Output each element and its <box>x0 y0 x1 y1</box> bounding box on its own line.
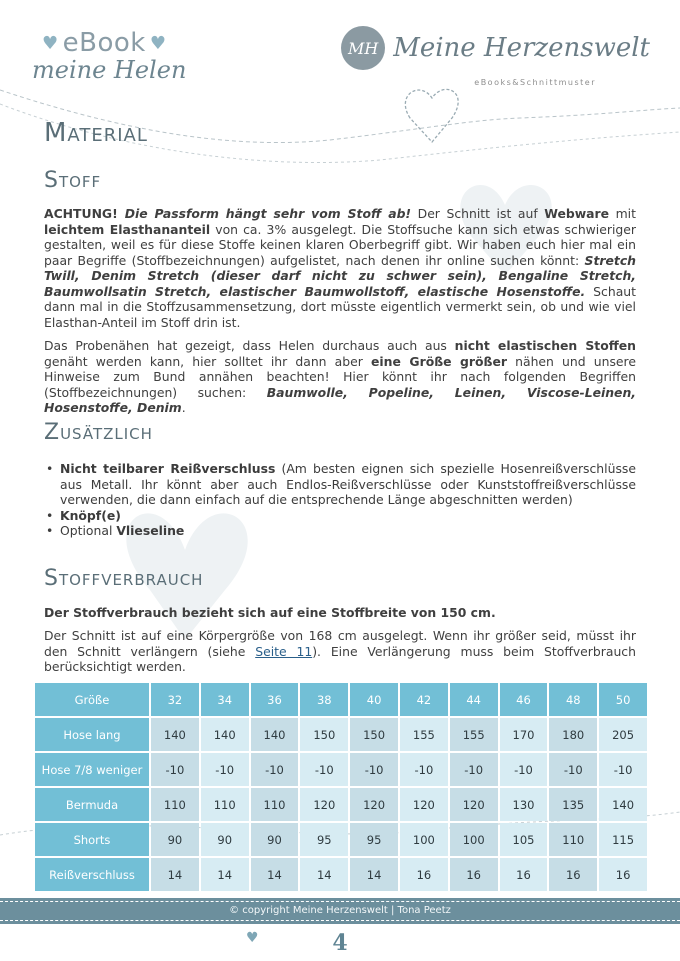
brand-subtitle: eBooks&Schnittmuster <box>474 78 596 87</box>
section-title-zusaetzlich: Zusätzlich <box>44 420 153 445</box>
table-cell: 16 <box>400 858 448 891</box>
table-row-label: Hose lang <box>35 718 149 751</box>
table-row-label: Hose 7/8 weniger <box>35 753 149 786</box>
table-cell: 90 <box>201 823 249 856</box>
table-header-size: 32 <box>151 683 199 716</box>
table-row-label: Bermuda <box>35 788 149 821</box>
table-row-label: Reißverschluss <box>35 858 149 891</box>
table-cell: 140 <box>251 718 299 751</box>
text-fabric-terms: Stretch Twill, Denim Stretch (dieser darf nicht zu schwer sein), Bengaline Stretch, Baumwollsatin Stretch, elastischer Baumwollstoff, elastische Hosenstoffe. <box>44 252 636 299</box>
table-header-size: 46 <box>500 683 548 716</box>
table-cell: 100 <box>400 823 448 856</box>
stoffverbrauch-paragraph: Der Schnitt ist auf eine Körpergröße von 168 cm ausgelegt. Wenn ihr größer seid, müsst ihr den Schnitt verlängern (siehe Seite 11). Eine Verlängerung muss beim Stoffverbrauch berücksichtigt werden. <box>44 628 636 674</box>
page-number: 4 <box>332 930 348 956</box>
table-cell: 14 <box>350 858 398 891</box>
table-cell: -10 <box>549 753 597 786</box>
table-cell: 16 <box>450 858 498 891</box>
table-cell: 140 <box>201 718 249 751</box>
table-cell: 205 <box>599 718 647 751</box>
text-passform: Die Passform hängt sehr vom Stoff ab! <box>124 206 412 221</box>
ebook-title: eBook <box>62 28 146 58</box>
table-cell: 90 <box>151 823 199 856</box>
brand-logo <box>341 26 650 70</box>
ebook-logo <box>32 28 187 84</box>
heart-icon: ♥ <box>246 930 259 946</box>
table-header-size: 48 <box>549 683 597 716</box>
table-cell: 105 <box>500 823 548 856</box>
table-cell: 180 <box>549 718 597 751</box>
footer-stitch-line <box>0 920 680 921</box>
section-title-material: Material <box>44 118 148 148</box>
page-link[interactable]: Seite 11 <box>255 643 313 659</box>
table-cell: 115 <box>599 823 647 856</box>
table-cell: 100 <box>450 823 498 856</box>
brand-name: Meine Herzenswelt <box>393 33 650 63</box>
fabric-usage-table <box>33 681 649 893</box>
table-cell: 170 <box>500 718 548 751</box>
table-cell: 140 <box>151 718 199 751</box>
table-cell: 14 <box>300 858 348 891</box>
table-cell: -10 <box>151 753 199 786</box>
zusaetzlich-list <box>44 461 636 539</box>
text-fabric-terms-2: Baumwolle, Popeline, Leinen, Viscose-Leinen, Hosenstoffe, Denim <box>44 384 636 415</box>
text-achtung: ACHTUNG! <box>44 206 125 221</box>
table-cell: 150 <box>300 718 348 751</box>
stoff-paragraph-2 <box>44 338 636 416</box>
text: nähen und unsere Hinweise zum Bund annähen beachten! Hier könnt ihr nach folgenden Begriffen (Stoffbezeichnungen) suchen: <box>44 353 636 400</box>
text-size-up: eine Größe größer <box>371 353 507 369</box>
text: mit <box>609 206 636 221</box>
text: Schaut dann mal in die Stoffzusammensetzung, dort müsste eigentlich vermerkt sein, ob und wie viel Elasthan-Anteil im Stoff drin ist. <box>44 283 636 330</box>
list-item: • Nicht teilbarer Reißverschluss (Am besten eignen sich spezielle Hosenreißverschlüsse aus Metall. Ihr könnt aber auch Endlos-Reißverschlüsse oder Kunststoffreißverschlüsse verwenden, die dann einfach auf die entsprechende Länge abgeschnitten werden) <box>44 461 636 508</box>
stoffverbrauch-lead: Der Stoffverbrauch bezieht sich auf eine Stoffbreite von 150 cm. <box>44 605 496 620</box>
text-webware: Webware <box>544 206 610 221</box>
table-header-row <box>35 683 647 716</box>
table-cell: 16 <box>599 858 647 891</box>
text-non-elastic: nicht elastischen Stoffen <box>454 338 636 353</box>
list-item: • Optional Vlieseline <box>44 523 636 539</box>
table-cell: -10 <box>450 753 498 786</box>
table-cell: 155 <box>450 718 498 751</box>
table-cell: 120 <box>450 788 498 821</box>
table-row-label: Shorts <box>35 823 149 856</box>
table-cell: 95 <box>300 823 348 856</box>
stoff-paragraph-1 <box>44 206 636 330</box>
section-title-stoff: Stoff <box>44 168 102 193</box>
table-row <box>35 823 647 856</box>
table-cell: 110 <box>251 788 299 821</box>
heart-outline-top <box>405 89 458 142</box>
table-cell: 90 <box>251 823 299 856</box>
table-cell: 130 <box>500 788 548 821</box>
table-cell: -10 <box>500 753 548 786</box>
table-cell: 110 <box>151 788 199 821</box>
list-item: • Knöpf(e) <box>44 508 636 524</box>
table-cell: 155 <box>400 718 448 751</box>
table-header-size: 42 <box>400 683 448 716</box>
table-cell: 16 <box>500 858 548 891</box>
table-cell: 140 <box>599 788 647 821</box>
table-row <box>35 753 647 786</box>
pattern-name: meine Helen <box>32 56 187 84</box>
table-cell: 14 <box>151 858 199 891</box>
section-title-stoffverbrauch: Stoffverbrauch <box>44 566 204 591</box>
table-row <box>35 858 647 891</box>
table-cell: 14 <box>251 858 299 891</box>
table-cell: 135 <box>549 788 597 821</box>
table-cell: 150 <box>350 718 398 751</box>
table-cell: 16 <box>549 858 597 891</box>
footer-copyright: © copyright Meine Herzenswelt | Tona Peetz <box>229 905 451 916</box>
table-header-size: 40 <box>350 683 398 716</box>
table-cell: 120 <box>300 788 348 821</box>
table-header-size: 50 <box>599 683 647 716</box>
table-cell: -10 <box>300 753 348 786</box>
heart-icon: ♥ <box>149 32 167 54</box>
text: Der Schnitt ist auf <box>411 206 545 221</box>
text: . <box>181 400 186 415</box>
table-header-size: 34 <box>201 683 249 716</box>
table-cell: 14 <box>201 858 249 891</box>
table-cell: -10 <box>350 753 398 786</box>
footer-stitch-line <box>0 901 680 902</box>
table-cell: 120 <box>400 788 448 821</box>
table-cell: 95 <box>350 823 398 856</box>
table-row <box>35 788 647 821</box>
text-elasthan: leichtem Elasthananteil <box>44 221 211 237</box>
table-row <box>35 718 647 751</box>
heart-icon: ♥ <box>42 32 59 54</box>
text: genäht werden kann, hier solltet ihr dann aber <box>44 353 372 369</box>
table-cell: -10 <box>599 753 647 786</box>
table-cell: 110 <box>201 788 249 821</box>
text: von ca. 3% ausgelegt. Die Stoffsuche kann sich etwas schwieriger gestalten, weil es für diese Stoffe keinen klaren Oberbegriff gibt. Wir haben euch hier mal ein paar Begriffe (Stoffbezeichnungen) aufgelistet, nach denen ihr online suchen könnt: <box>44 221 636 268</box>
table-header-label: Größe <box>35 683 149 716</box>
table-cell: 110 <box>549 823 597 856</box>
table-header-size: 36 <box>251 683 299 716</box>
table-cell: -10 <box>251 753 299 786</box>
table-header-size: 44 <box>450 683 498 716</box>
table-cell: -10 <box>400 753 448 786</box>
table-cell: 120 <box>350 788 398 821</box>
table-cell: -10 <box>201 753 249 786</box>
text: Das Probenähen hat gezeigt, dass Helen durchaus auch aus <box>44 338 455 353</box>
brand-badge-icon: MH <box>341 26 385 70</box>
table-header-size: 38 <box>300 683 348 716</box>
